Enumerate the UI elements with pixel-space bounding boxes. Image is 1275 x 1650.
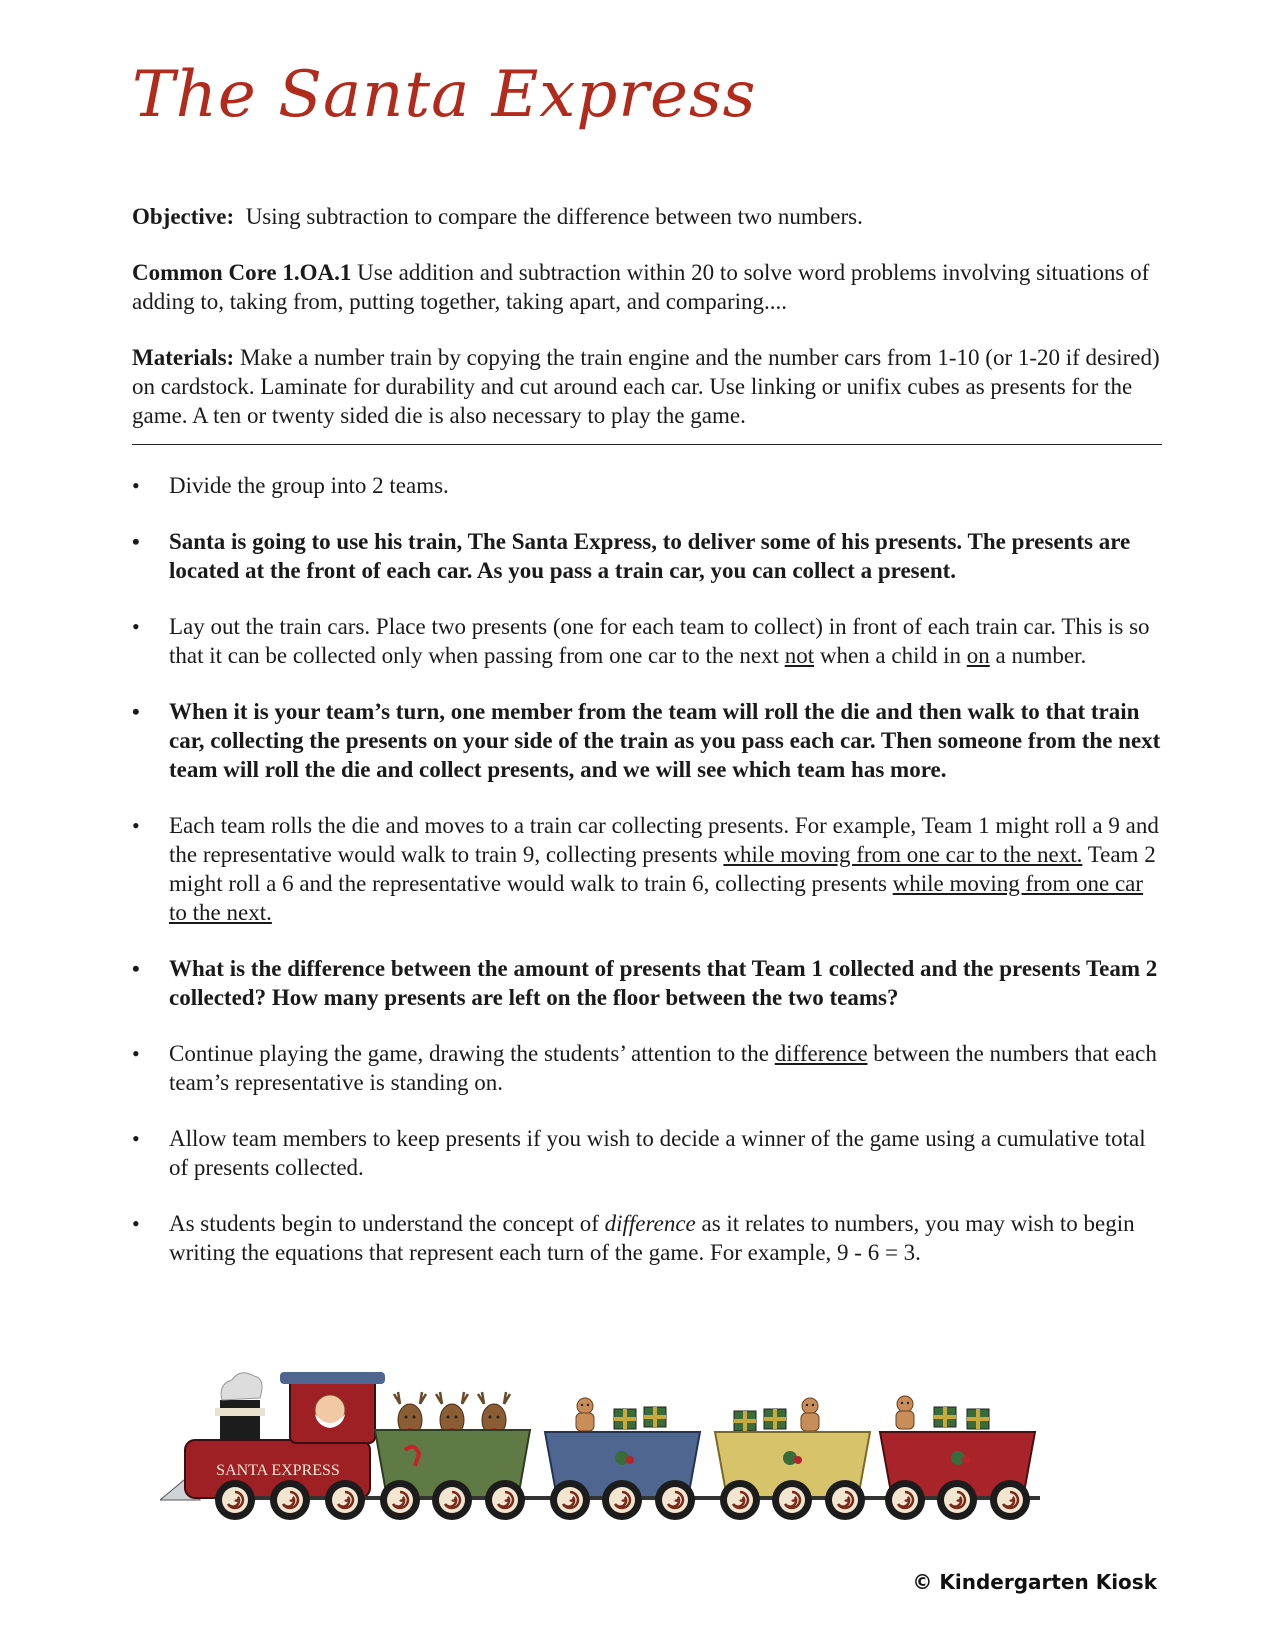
list-item [132, 811, 1162, 927]
common-core-paragraph [132, 258, 1162, 316]
bullet-icon: • [132, 1211, 140, 1236]
bullet-text: Santa is going to use his train, The Santa Express, to deliver some of his presents. The presents are located at the front of each car. As you pass a train car, you can collect a present. [169, 529, 1131, 583]
bullet-text: Team 2 might roll a 6 and the representative would walk to train 6, collecting presents [169, 842, 1156, 896]
objective-label: Objective: [132, 204, 235, 229]
objective-paragraph [132, 202, 1162, 231]
underlined-text: on [966, 643, 990, 668]
bullet-text: What is the difference between the amount of presents that Team 1 collected and the presents Team 2 collected? How many presents are left on the floor between the two teams? [169, 956, 1158, 1010]
bullet-text: When it is your team’s turn, one member from the team will roll the die and then walk to that train car, collecting the presents on your side of the train as you pass each car. Then someone from the next team will roll the die and collect presents, and we will see which team has more. [169, 699, 1161, 782]
bullet-text: Allow team members to keep presents if you wish to decide a winner of the game using a cumulative total of presents collected. [169, 1126, 1146, 1180]
list-item [132, 527, 1162, 585]
bullet-icon: • [132, 1126, 140, 1151]
underlined-text: not [784, 643, 815, 668]
bullet-icon: • [132, 699, 140, 724]
bullet-text: As students begin to understand the concept of [169, 1211, 605, 1236]
bullet-text: Continue playing the game, drawing the students’ attention to the [169, 1041, 775, 1066]
common-core-label: Common Core 1.OA.1 [132, 260, 352, 285]
bullet-text: as it relates to numbers, you may wish to begin writing the equations that represent each turn of the game. For example, 9 - 6 = 3. [169, 1211, 1135, 1265]
bullet-icon: • [132, 1041, 140, 1066]
bullet-icon: • [132, 473, 140, 498]
bullet-text: Divide the group into 2 teams. [169, 473, 449, 498]
materials-label: Materials: [132, 345, 235, 370]
underlined-text: difference [774, 1041, 868, 1066]
common-core-text: Use addition and subtraction within 20 to solve word problems involving situations of adding to, taking from, putting together, taking apart, and comparing.... [132, 260, 1150, 314]
list-item [132, 697, 1162, 784]
section-divider [132, 444, 1162, 445]
santa-express-train-illustration [160, 1370, 1060, 1530]
page-title: The Santa Express [132, 58, 757, 132]
italic-text: difference [604, 1211, 696, 1236]
copyright-text: © Kindergarten Kiosk [912, 1570, 1157, 1594]
underlined-text: while moving from one car to the next. [723, 842, 1083, 867]
list-item [132, 612, 1162, 670]
list-item [132, 1209, 1162, 1267]
bullet-text: when a child in [814, 643, 967, 668]
train-engine [160, 1372, 385, 1500]
list-item [132, 1039, 1162, 1097]
bullet-icon: • [132, 529, 140, 554]
bullet-icon: • [132, 956, 140, 981]
engine-label: SANTA EXPRESS [216, 1462, 340, 1479]
bullet-text: Lay out the train cars. Place two presents (one for each team to collect) in front of each train car. This is so that it can be collected only when passing from one car to the next [169, 614, 1150, 668]
bullet-text: between the numbers that each team’s representative is standing on. [169, 1041, 1157, 1095]
list-item [132, 954, 1162, 1012]
materials-paragraph [132, 343, 1162, 430]
train-wheels [215, 1480, 1040, 1520]
objective-text: Using subtraction to compare the difference between two numbers. [245, 204, 863, 229]
bullet-icon: • [132, 614, 140, 639]
materials-text: Make a number train by copying the train engine and the number cars from 1-10 (or 1-20 if desired) on cardstock. Laminate for durability and cut around each car. Use linking or unifix cubes as presents for the game. A ten or twenty sided die is also necessary to play the game. [132, 345, 1160, 428]
instructions-list [132, 471, 1162, 1267]
bullet-icon: • [132, 813, 140, 838]
list-item [132, 471, 1162, 500]
bullet-text: a number. [989, 643, 1087, 668]
bullet-text: Each team rolls the die and moves to a train car collecting presents. For example, Team 1 might roll a 9 and the representative would walk to train 9, collecting presents [169, 813, 1159, 867]
underlined-text: while moving from one car to the next. [169, 871, 1144, 925]
worksheet-content [132, 202, 1162, 1294]
list-item [132, 1124, 1162, 1182]
